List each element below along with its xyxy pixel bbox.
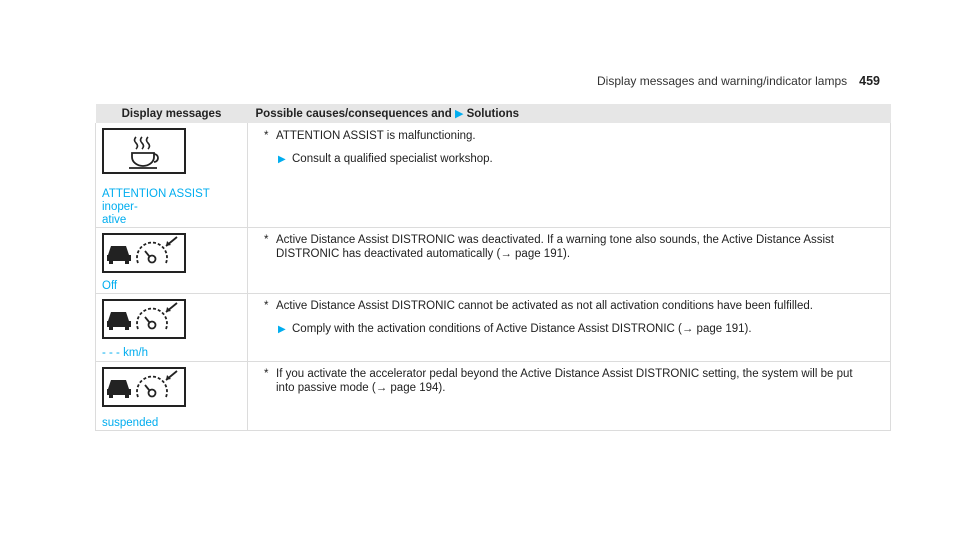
solution-item	[248, 322, 890, 336]
cause-cell	[248, 228, 891, 294]
causes-header-text: Possible causes/consequences and	[255, 108, 452, 120]
cause-cell	[248, 294, 891, 362]
icon-frame	[96, 362, 247, 407]
message-label	[96, 280, 247, 293]
solution-text: Consult a qualified specialist workshop.	[292, 153, 493, 165]
icon-frame	[96, 228, 247, 273]
cause-text: ATTENTION ASSIST is malfunctioning.	[276, 130, 476, 142]
cause-item	[248, 129, 890, 143]
solution-arrow-icon: ▶	[278, 324, 286, 335]
distance-assist-icon	[102, 367, 186, 407]
message-cell	[96, 228, 248, 294]
running-title: Display messages and warning/indicator lamps	[597, 74, 848, 88]
solution-item	[248, 152, 890, 166]
asterisk-marker: *	[264, 368, 269, 380]
table-row	[96, 228, 891, 294]
cause-item	[248, 299, 890, 313]
asterisk-marker: *	[264, 234, 269, 246]
solution-text: Comply with the activation conditions of Active Distance Assist DISTRONIC (→ page 191).	[292, 323, 752, 335]
message-label	[96, 417, 247, 430]
table-header-row	[96, 104, 891, 123]
cause-cell	[248, 123, 891, 228]
coffee-cup-icon	[102, 128, 186, 174]
message-label-text: Off	[102, 280, 118, 292]
column-header-display-messages: Display messages	[96, 104, 248, 123]
message-label-text: ATTENTION ASSIST inoper- ative	[102, 188, 210, 226]
cause-text: If you activate the accelerator pedal beyond the Active Distance Assist DISTRONIC setting, the system will be put into passive mode (→ page 194).	[276, 368, 853, 394]
solution-arrow-icon: ▶	[278, 154, 286, 165]
asterisk-marker: *	[264, 300, 269, 312]
cause-item	[248, 367, 890, 395]
distance-assist-icon	[102, 233, 186, 273]
table-row	[96, 294, 891, 362]
message-label	[96, 347, 247, 360]
solutions-header-text: Solutions	[466, 108, 519, 120]
table-row	[96, 362, 891, 431]
message-label	[96, 188, 247, 227]
display-messages-table	[95, 104, 891, 431]
solution-arrow-icon: ▶	[454, 108, 464, 120]
running-head	[597, 74, 880, 88]
icon-frame	[96, 123, 247, 174]
icon-frame	[96, 294, 247, 339]
message-cell	[96, 362, 248, 431]
page-number: 459	[859, 74, 880, 88]
distance-assist-icon	[102, 299, 186, 339]
cause-text: Active Distance Assist DISTRONIC cannot be activated as not all activation conditions have been fulfilled.	[276, 300, 813, 312]
message-cell	[96, 294, 248, 362]
asterisk-marker: *	[264, 130, 269, 142]
cause-cell	[248, 362, 891, 431]
table-row	[96, 123, 891, 228]
cause-text: Active Distance Assist DISTRONIC was deactivated. If a warning tone also sounds, the Active Distance Assist DISTRONIC has deactivated automatically (→ page 191).	[276, 234, 834, 260]
message-label-text: - - - km/h	[102, 347, 148, 359]
cause-item	[248, 233, 890, 261]
column-header-causes-solutions	[248, 104, 891, 123]
message-cell	[96, 123, 248, 228]
message-label-text: suspended	[102, 417, 159, 429]
